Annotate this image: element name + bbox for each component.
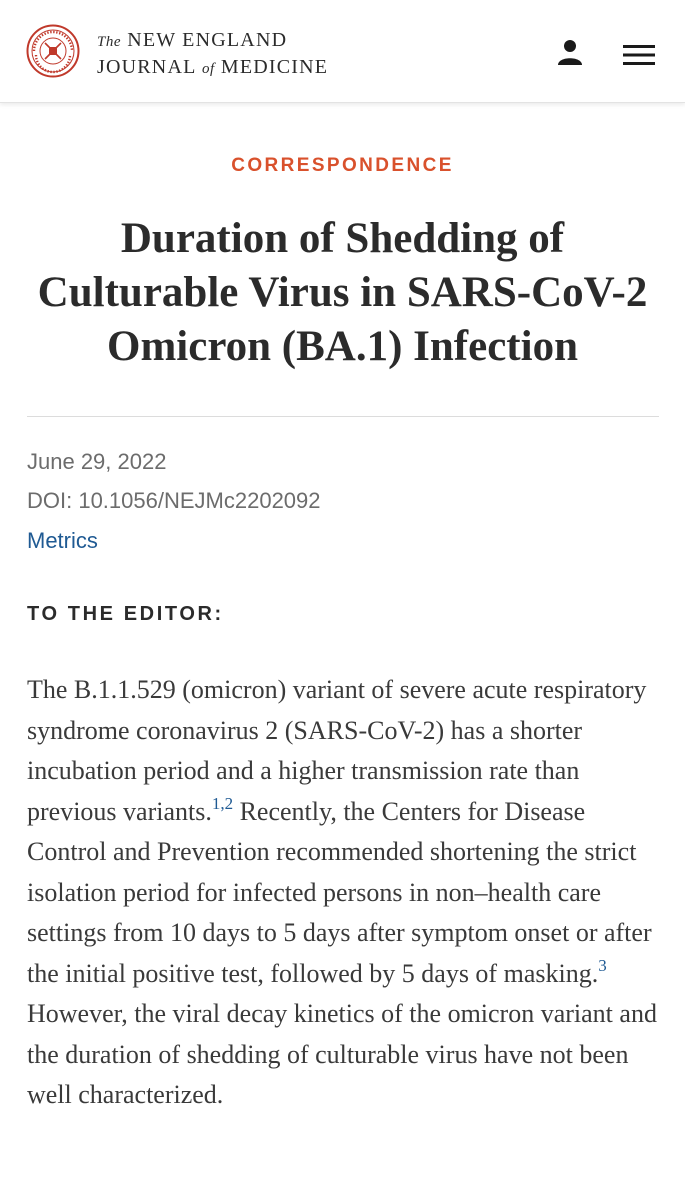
body-text-part-3: However, the viral decay kinetics of the omicron variant and the duration of shedding of culturable virus have not been well characterized. — [27, 999, 657, 1109]
article-doi: DOI: 10.1056/NEJMc2202092 — [27, 488, 321, 513]
section-label: CORRESPONDENCE — [231, 155, 454, 176]
reference-link-1-2[interactable]: 1,2 — [211, 793, 234, 813]
masthead-medicine: MEDICINE — [220, 56, 329, 78]
editor-heading: TO THE EDITOR: — [27, 603, 224, 625]
masthead-the: The — [97, 34, 121, 50]
site-header — [0, 0, 685, 103]
journal-masthead[interactable] — [97, 28, 328, 82]
divider — [27, 416, 659, 417]
masthead-journal: JOURNAL — [97, 56, 196, 78]
nejm-seal-icon[interactable] — [26, 24, 80, 78]
metrics-link[interactable]: Metrics — [27, 528, 98, 553]
reference-link-3[interactable]: 3 — [598, 955, 607, 975]
publication-date: June 29, 2022 — [27, 449, 167, 474]
masthead-of: of — [201, 61, 215, 77]
article-body — [27, 670, 659, 1116]
masthead-new-england: NEW ENGLAND — [127, 29, 288, 51]
body-text-part-2: Recently, the Centers for Disease Control and Prevention recommended shortening the strict isolation period for infected persons in non–health care settings from 10 days to 5 days after symptom onset or after the initial positive test, followed by 5 days of masking. — [27, 796, 652, 988]
hamburger-menu-icon[interactable] — [623, 43, 655, 67]
body-text-part-1: The B.1.1.529 (omicron) variant of severe acute respiratory syndrome coronavirus 2 (SARS-CoV-2) has a shorter incubation period and a higher transmission rate than previous variants. — [27, 675, 647, 826]
article-title: Duration of Shedding of Culturable Virus in SARS-CoV-2 Omicron (BA.1) Infection — [37, 215, 648, 370]
user-icon[interactable] — [556, 38, 584, 66]
